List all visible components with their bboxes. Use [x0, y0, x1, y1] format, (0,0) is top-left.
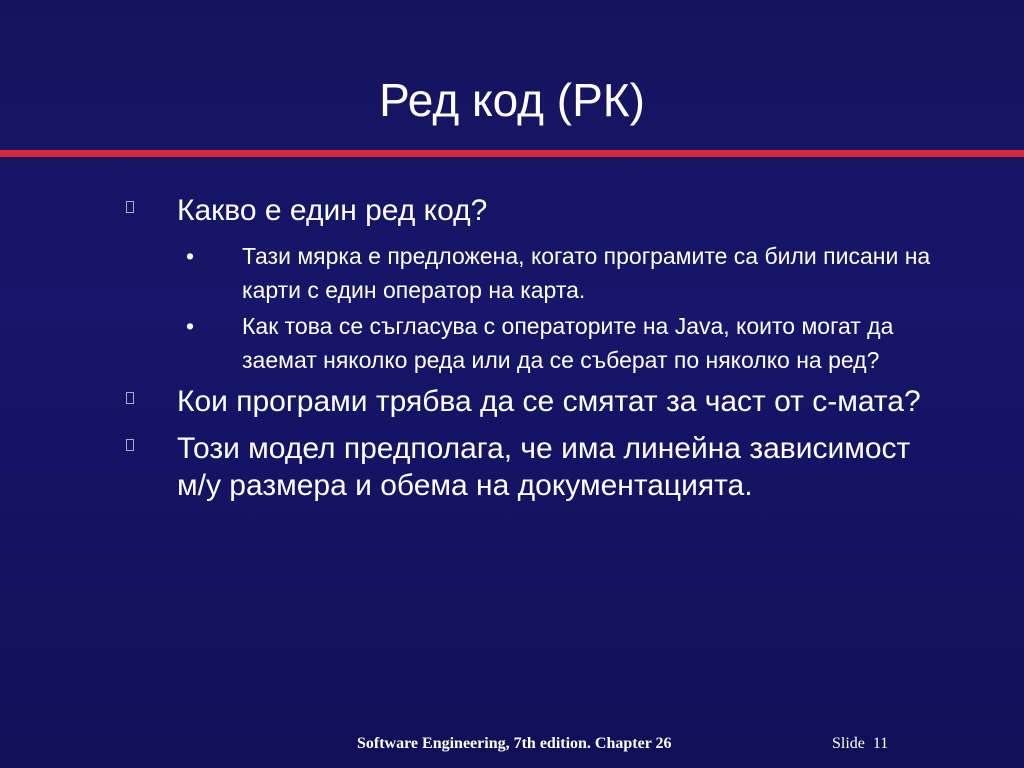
slide-title: Ред код (РК): [379, 74, 645, 126]
sub-bullet-text: Тази мярка е предложена, когато програмите са били писани на карти с един оператор на карта.: [242, 243, 931, 303]
bullet-item: [120, 192, 940, 229]
bullet-list: [120, 192, 940, 514]
bullet-item: [120, 383, 940, 420]
bullet-item: [120, 430, 940, 504]
bullet-text: Този модел предполага, че има линейна зависимост м/у размера и обема на документацията.: [177, 432, 911, 502]
bullet-text: Какво е един ред код?: [177, 194, 488, 227]
title-divider: [0, 150, 1024, 157]
footer-book-title: Software Engineering, 7th edition. Chapter 26: [357, 735, 672, 752]
footer-slide-number: Slide 11: [832, 735, 889, 752]
sub-bullet-list: [120, 239, 940, 377]
bullet-marker-icon: [126, 439, 134, 451]
sub-bullet-dot-icon: •: [186, 243, 195, 269]
bullet-marker-icon: [126, 392, 134, 404]
sub-bullet-item: [120, 309, 940, 377]
sub-bullet-dot-icon: •: [186, 313, 195, 339]
sub-bullet-item: [120, 239, 940, 307]
sub-bullet-text: Как това се съгласува с операторите на Java, които могат да заемат няколко реда или да се съберат по няколко на ред?: [242, 313, 894, 373]
bullet-text: Кои програми трябва да се смятат за част от с-мата?: [177, 385, 921, 418]
bullet-marker-icon: [126, 201, 134, 213]
